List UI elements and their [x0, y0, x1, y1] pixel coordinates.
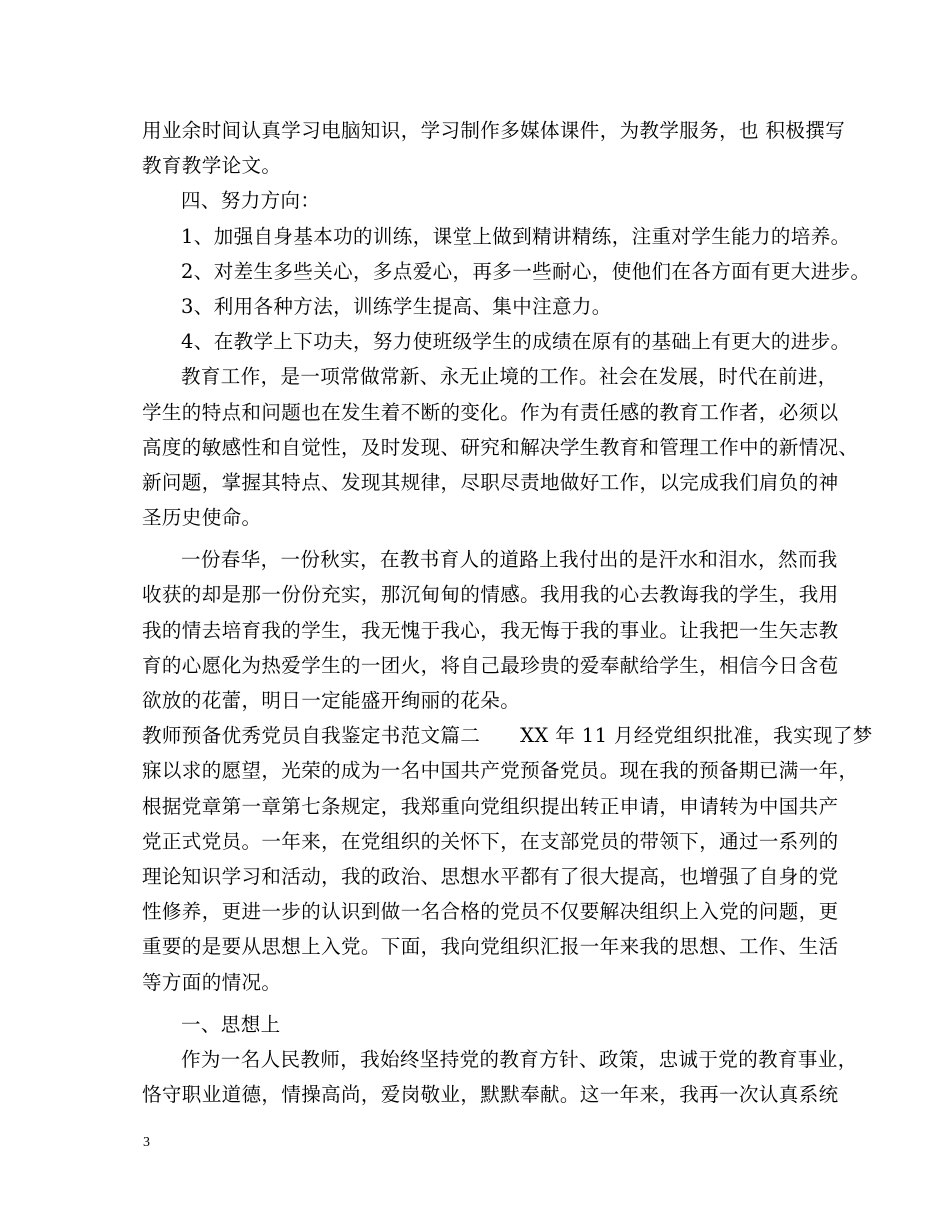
page-number: 3	[143, 1135, 150, 1150]
text-line: 性修养，更进一步的认识到做一名合格的党员不仅要解决组织上入党的问题，更	[142, 900, 839, 924]
text-line: 党正式党员。一年来，在党组织的关怀下，在支部党员的带领下，通过一系列的	[142, 829, 839, 853]
text-line: 理论知识学习和活动，我的政治、思想水平都有了很大提高，也增强了自身的党	[142, 864, 839, 888]
section-heading: 一、思想上	[181, 1012, 281, 1036]
text-line: 新问题，掌握其特点、发现其规律，尽职尽责地做好工作，以完成我们肩负的神	[142, 470, 839, 494]
list-item: 2、对差生多些关心，多点爱心，再多一些耐心，使他们在各方面有更大进步。	[181, 259, 871, 283]
text-line: 教育教学论文。	[142, 154, 282, 178]
text-line: 作为一名人民教师，我始终坚持党的教育方针、政策，忠诚于党的教育事业，	[181, 1047, 858, 1071]
text-line: 恪守职业道德，情操高尚，爱岗敬业，默默奉献。这一年来，我再一次认真系统	[142, 1083, 839, 1107]
text-line: 育的心愿化为热爱学生的一团火，将自己最珍贵的爱奉献给学生，相信今日含苞	[142, 653, 839, 677]
section-heading: 四、努力方向：	[181, 189, 321, 213]
list-item: 1、加强自身基本功的训练，课堂上做到精讲精练，注重对学生能力的培养。	[181, 224, 851, 248]
text-line: 寐以求的愿望，光荣的成为一名中国共产党预备党员。现在我的预备期已满一年，	[142, 759, 859, 783]
text-line: 学生的特点和问题也在发生着不断的变化。作为有责任感的教育工作者，必须以	[142, 400, 839, 424]
text-line: 圣历史使命。	[142, 506, 262, 530]
article-title-line: 教师预备优秀党员自我鉴定书范文篇二 XX 年 11 月经党组织批准，我实现了梦	[142, 724, 873, 748]
text-line: 高度的敏感性和自觉性，及时发现、研究和解决学生教育和管理工作中的新情况、	[142, 435, 859, 459]
text-line: 用业余时间认真学习电脑知识，学习制作多媒体课件，为教学服务，也 积极撰写	[142, 119, 846, 142]
text-line: 根据党章第一章第七条规定，我郑重向党组织提出转正申请，申请转为中国共产	[142, 794, 839, 818]
list-item: 4、在教学上下功夫，努力使班级学生的成绩在原有的基础上有更大的进步。	[181, 330, 851, 354]
text-line: 我的情去培育我的学生，我无愧于我心，我无悔于我的事业。让我把一生矢志教	[142, 618, 839, 642]
text-line: 欲放的花蕾，明日一定能盛开绚丽的花朵。	[142, 689, 521, 712]
text-line: 等方面的情况。	[142, 970, 282, 994]
list-item: 3、利用各种方法，训练学生提高、集中注意力。	[181, 294, 612, 318]
body-text	[142, 113, 873, 1112]
text-line: 收获的却是那一份份充实，那沉甸甸的情感。我用我的心去教诲我的学生，我用	[142, 583, 839, 607]
text-line: 一份春华，一份秋实，在教书育人的道路上我付出的是汗水和泪水，然而我	[181, 548, 838, 572]
text-line: 重要的是要从思想上入党。下面，我向党组织汇报一年来我的思想、工作、生活	[142, 935, 839, 959]
text-line: 教育工作，是一项常做常新、永无止境的工作。社会在发展，时代在前进，	[181, 365, 838, 389]
